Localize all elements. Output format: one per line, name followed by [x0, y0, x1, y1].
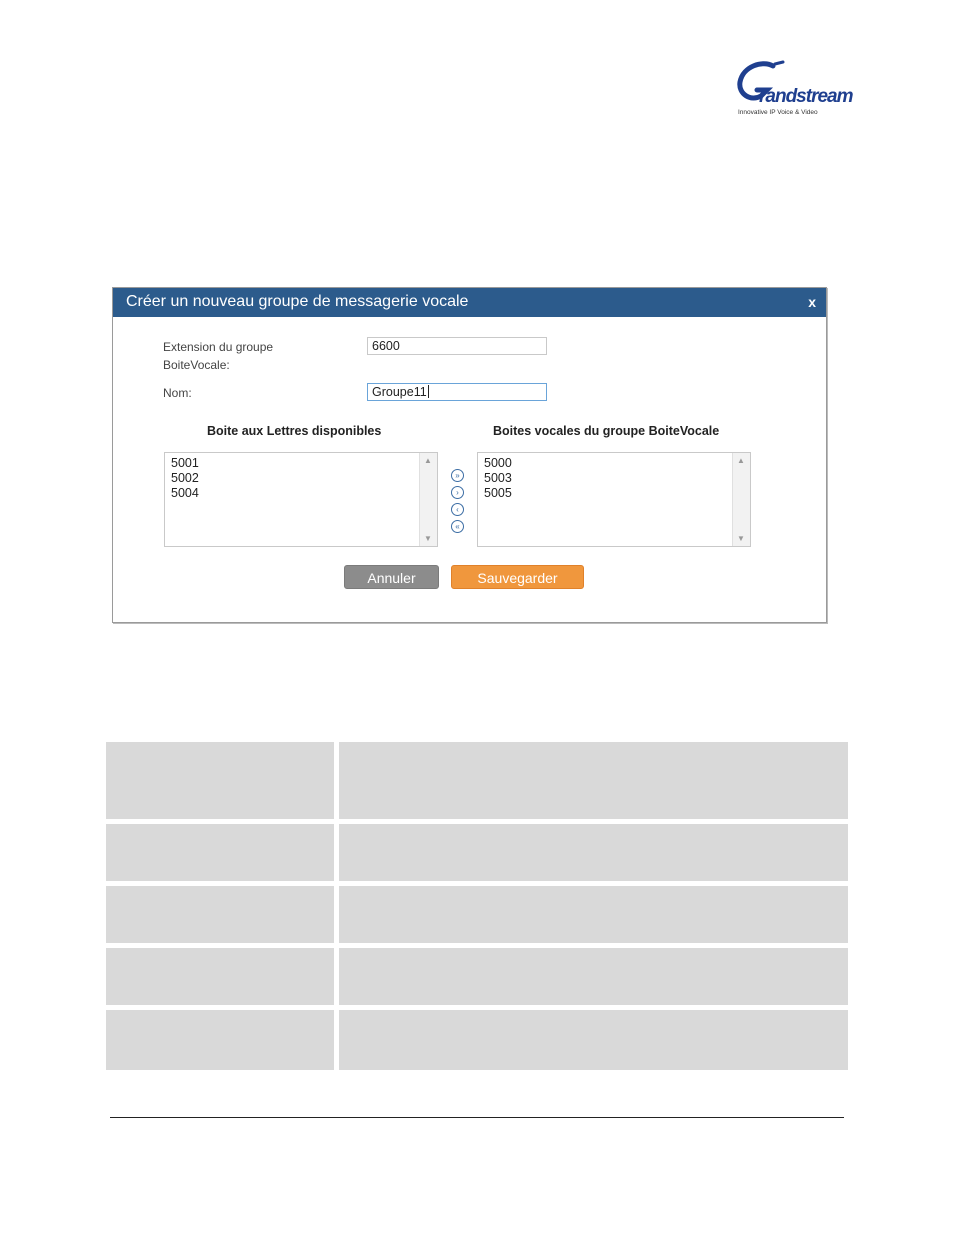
scrollbar[interactable]: [732, 453, 750, 546]
scroll-up-icon[interactable]: ▲: [424, 456, 432, 465]
scroll-up-icon[interactable]: ▲: [737, 456, 745, 465]
group-mailboxes-list[interactable]: [477, 452, 751, 547]
available-items: [171, 456, 199, 501]
group-items: [484, 456, 512, 501]
extension-label: [163, 338, 273, 374]
table-row: [106, 886, 848, 943]
move-all-left-icon[interactable]: «: [451, 520, 464, 533]
list-item[interactable]: 5001: [171, 456, 199, 470]
table-cell: [106, 824, 334, 881]
save-button[interactable]: Sauvegarder: [451, 565, 584, 589]
name-label: Nom:: [163, 386, 192, 400]
move-right-icon[interactable]: ›: [451, 486, 464, 499]
name-input[interactable]: [367, 383, 547, 401]
scroll-down-icon[interactable]: ▼: [424, 534, 432, 543]
extension-label-line2: BoiteVocale:: [163, 358, 230, 372]
table-row: [106, 1010, 848, 1070]
dialog-title: Créer un nouveau groupe de messagerie vocale: [126, 293, 469, 310]
table-cell: [106, 886, 334, 943]
table-cell: [339, 886, 848, 943]
logo-wordmark: randstream: [759, 86, 853, 107]
logo-tagline: Innovative IP Voice & Video: [738, 109, 818, 116]
table-cell: [106, 742, 334, 819]
list-item[interactable]: 5003: [484, 471, 512, 485]
table-row: [106, 948, 848, 1005]
table-cell: [339, 742, 848, 819]
available-mailboxes-list[interactable]: [164, 452, 438, 547]
table-cell: [339, 948, 848, 1005]
table-cell: [339, 1010, 848, 1070]
scroll-down-icon[interactable]: ▼: [737, 534, 745, 543]
close-button[interactable]: x: [808, 294, 816, 310]
create-voicemail-group-dialog: [112, 287, 827, 623]
text-caret: [428, 385, 429, 398]
group-mailboxes-header: Boites vocales du groupe BoiteVocale: [493, 424, 720, 438]
table-row: [106, 742, 848, 819]
move-left-icon[interactable]: ‹: [451, 503, 464, 516]
dialog-header: [113, 288, 826, 317]
table-cell: [106, 948, 334, 1005]
name-input-value: Groupe11: [372, 385, 427, 399]
list-item[interactable]: 5004: [171, 486, 199, 500]
table-cell: [339, 824, 848, 881]
extension-input[interactable]: [367, 337, 547, 355]
cancel-button[interactable]: Annuler: [344, 565, 439, 589]
table-row: [106, 824, 848, 881]
list-item[interactable]: 5000: [484, 456, 512, 470]
list-item[interactable]: 5002: [171, 471, 199, 485]
move-all-right-icon[interactable]: »: [451, 469, 464, 482]
scrollbar[interactable]: [419, 453, 437, 546]
available-mailboxes-header: Boite aux Lettres disponibles: [207, 424, 382, 438]
list-item[interactable]: 5005: [484, 486, 512, 500]
extension-input-value: 6600: [372, 339, 400, 353]
table-cell: [106, 1010, 334, 1070]
grandstream-logo: [735, 60, 853, 120]
extension-label-line1: Extension du groupe: [163, 340, 274, 354]
footer-divider: [110, 1117, 844, 1118]
